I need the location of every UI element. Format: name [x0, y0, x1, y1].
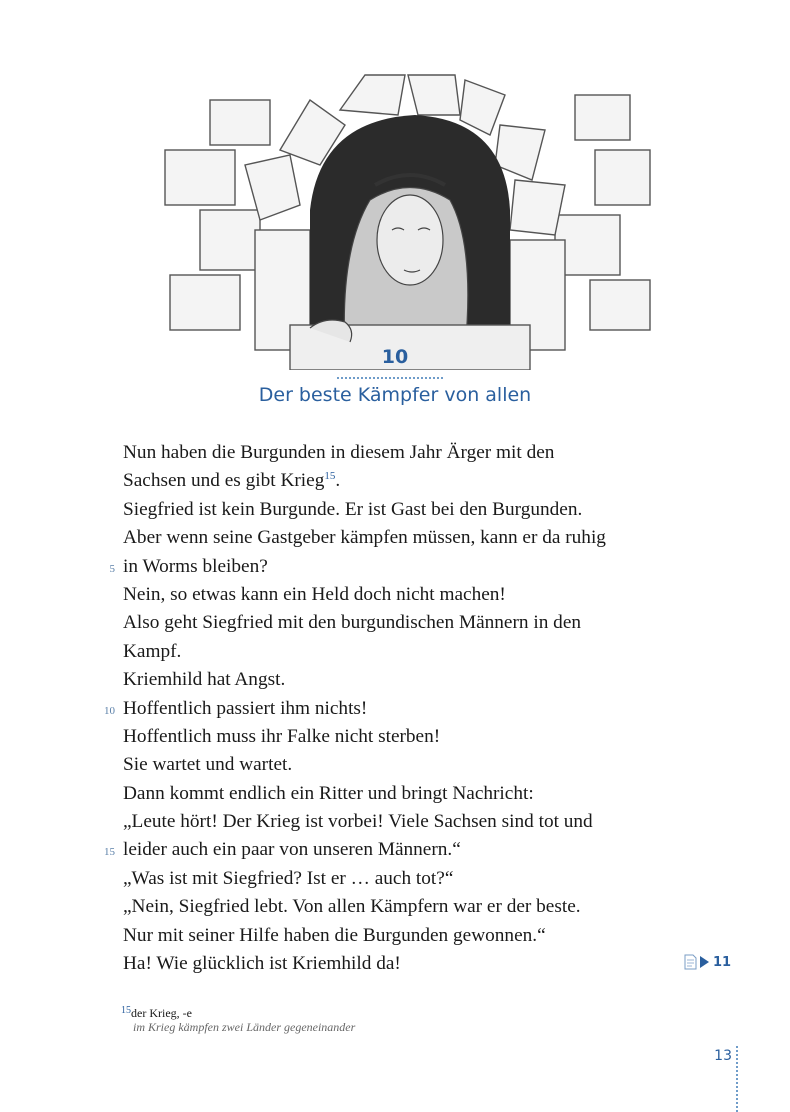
story-line — [123, 638, 683, 666]
story-line — [123, 780, 683, 808]
audio-track-number: 11 — [713, 954, 732, 970]
line-text: Ha! Wie glücklich ist Kriemhild da! — [123, 953, 401, 975]
footnote — [121, 1004, 381, 1034]
story-line — [109, 553, 683, 581]
page-edge-rule — [736, 1046, 738, 1112]
story-line — [104, 695, 683, 723]
line-text: Aber wenn seine Gastgeber kämpfen müssen, kann er da ruhig — [123, 527, 606, 549]
line-text: Dann kommt endlich ein Ritter und bringt Nachricht: — [123, 782, 534, 804]
line-text-suffix: . — [335, 470, 341, 492]
line-text: Nun haben die Burgunden in diesem Jahr Ärger mit den — [123, 442, 555, 463]
story-line — [123, 922, 683, 950]
line-text: Nur mit seiner Hilfe haben die Burgunden gewonnen.“ — [123, 924, 546, 946]
chapter-number: 10 — [381, 346, 409, 368]
document-play-icon — [683, 954, 711, 970]
story-line — [123, 950, 683, 978]
audio-track-reference[interactable] — [683, 952, 731, 972]
story-line — [123, 609, 683, 637]
line-text: Hoffentlich passiert ihm nichts! — [123, 697, 368, 719]
line-text: Also geht Siegfried mit den burgundischen Männern in den — [123, 612, 582, 634]
chapter-illustration — [160, 70, 660, 370]
line-number: 15 — [104, 846, 115, 859]
line-text: in Worms bleiben? — [123, 555, 268, 577]
line-text: Nein, so etwas kann ein Held doch nicht machen! — [123, 583, 506, 605]
story-line — [123, 496, 683, 524]
line-text: Sachsen und es gibt Krieg — [123, 470, 325, 492]
line-text: Kriemhild hat Angst. — [123, 669, 286, 691]
story-line — [123, 893, 683, 921]
line-text: „Was ist mit Siegfried? Ist er … auch tot?“ — [123, 867, 454, 889]
footnote-term: der Krieg, -e — [131, 1006, 192, 1020]
chapter-title: Der beste Kämpfer von allen — [258, 384, 532, 406]
story-line — [123, 524, 683, 552]
story-line — [123, 439, 683, 467]
chapter-divider — [337, 377, 443, 379]
line-text: Siegfried ist kein Burgunde. Er ist Gast bei den Burgunden. — [123, 498, 583, 520]
page-number: 13 — [714, 1048, 732, 1064]
story-line — [123, 581, 683, 609]
line-text: Sie wartet und wartet. — [123, 754, 293, 776]
line-text: Hoffentlich muss ihr Falke nicht sterben! — [123, 725, 441, 747]
story-text — [104, 439, 683, 978]
line-text: leider auch ein paar von unseren Männern.“ — [123, 839, 461, 861]
story-line — [123, 467, 683, 495]
line-text: „Nein, Siegfried lebt. Von allen Kämpfern war er der beste. — [123, 896, 581, 918]
story-line — [123, 666, 683, 694]
footnote-reference[interactable]: 15 — [324, 470, 336, 483]
story-line — [104, 836, 683, 864]
line-text: „Leute hört! Der Krieg ist vorbei! Viele Sachsen sind tot und — [123, 811, 593, 833]
line-number: 5 — [109, 562, 115, 575]
story-line — [123, 808, 683, 836]
footnote-definition: im Krieg kämpfen zwei Länder gegeneinander — [133, 1020, 356, 1034]
story-line — [123, 865, 683, 893]
line-text: Kampf. — [123, 640, 182, 662]
story-line — [123, 723, 683, 751]
story-line — [123, 751, 683, 779]
line-number: 10 — [104, 704, 115, 717]
footnote-marker: 15 — [121, 1005, 131, 1016]
